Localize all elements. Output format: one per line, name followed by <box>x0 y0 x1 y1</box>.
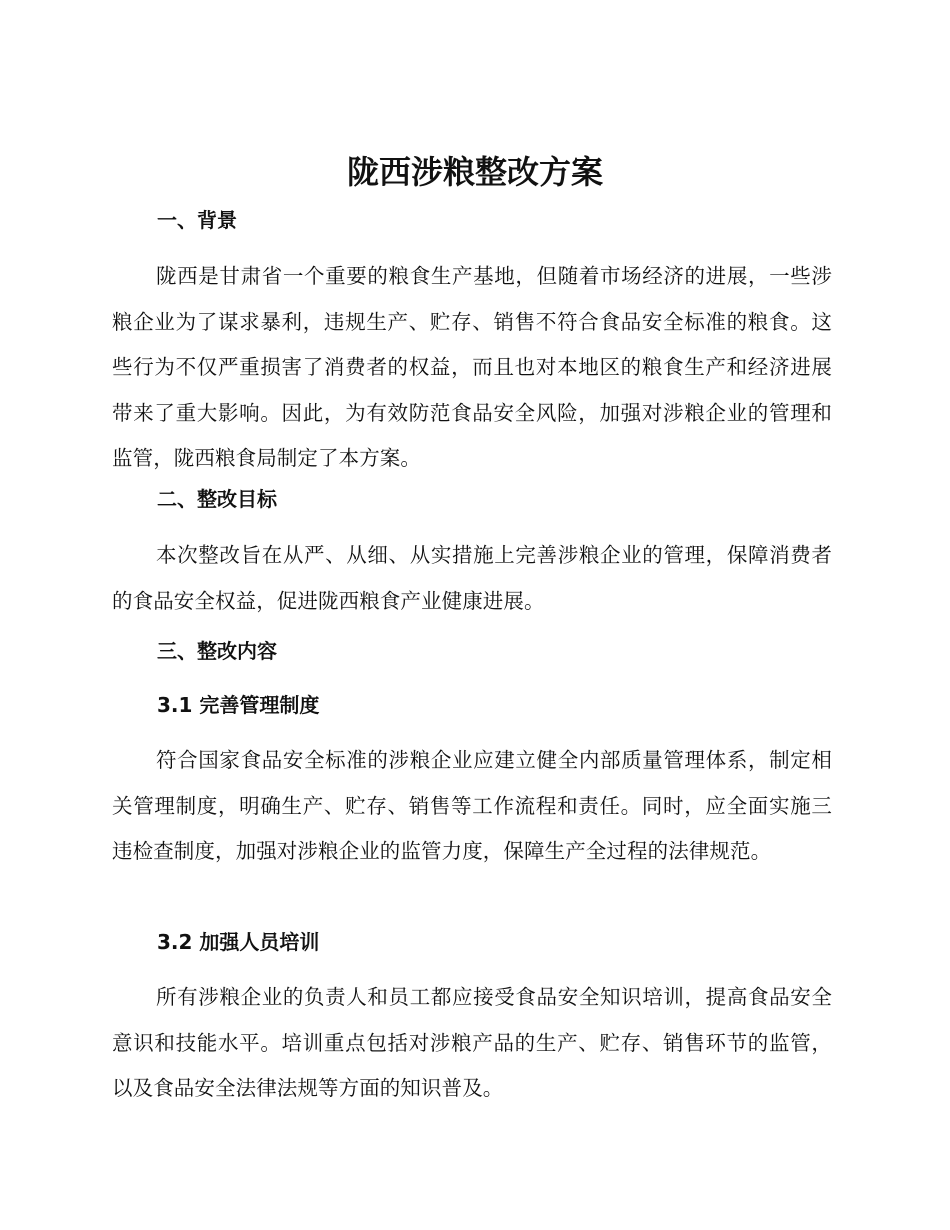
section-paragraph-background: 陇西是甘肃省一个重要的粮食生产基地，但随着市场经济的进展，一些涉粮企业为了谋求暴利，违规生产、贮存、销售不符合食品安全标准的粮食。这些行为不仅严重损害了消费者的权益，而且也对本地区的粮食生产和经济进展带来了重大影响。因此，为有效防范食品安全风险，加强对涉粮企业的管理和监管，陇西粮食局制定了本方案。 <box>112 264 832 470</box>
section-heading-goals: 二、整改目标 <box>157 487 277 511</box>
section-paragraph-goals: 本次整改旨在从严、从细、从实措施上完善涉粮企业的管理，保障消费者的食品安全权益，促进陇西粮食产业健康进展。 <box>112 543 832 613</box>
section-heading-background: 一、背景 <box>157 208 237 232</box>
section-heading-content: 三、整改内容 <box>157 639 277 663</box>
subsection-paragraph-training: 所有涉粮企业的负责人和员工都应接受食品安全知识培训，提高食品安全意识和技能水平。培训重点包括对涉粮产品的生产、贮存、销售环节的监管，以及食品安全法律法规等方面的知识普及。 <box>112 985 832 1100</box>
document-title: 陇西涉粮整改方案 <box>346 153 603 191</box>
subsection-heading-training: 3.2 加强人员培训 <box>157 930 320 954</box>
subsection-heading-management: 3.1 完善管理制度 <box>157 693 320 717</box>
subsection-paragraph-management: 符合国家食品安全标准的涉粮企业应建立健全内部质量管理体系，制定相关管理制度，明确生产、贮存、销售等工作流程和责任。同时，应全面实施三违检查制度，加强对涉粮企业的监管力度，保障生产全过程的法律规范。 <box>112 748 832 863</box>
